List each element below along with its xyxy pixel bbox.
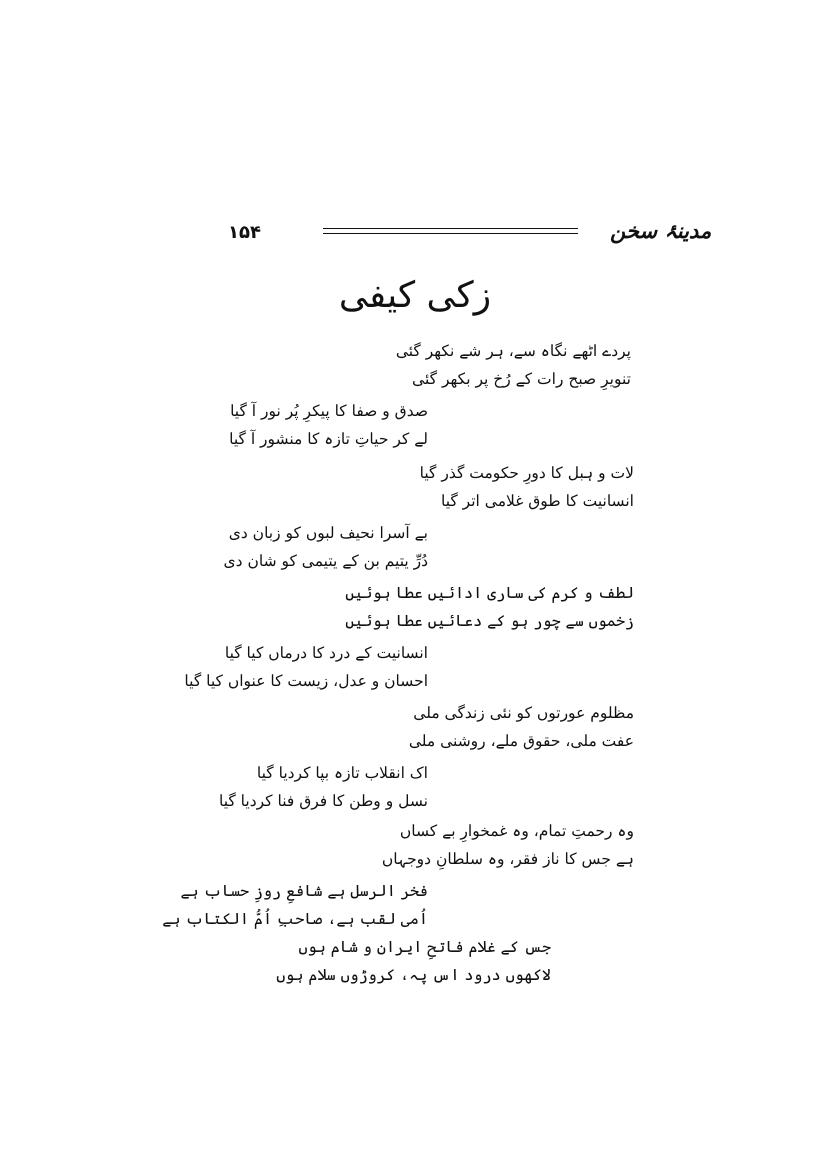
page-number: ۱۵۴	[228, 222, 261, 243]
stanza	[219, 762, 428, 818]
verse-line: انسانیت کے درد کا درماں کیا گیا	[224, 644, 428, 662]
verse-line: نسل و وطن کا فرق فنا کردیا گیا	[218, 792, 428, 810]
verse-line: زخموں سے چور ہو کے دعائیں عطا ہوئیں	[345, 612, 634, 630]
verse-line: اک انقلاب تازہ بپا کردیا گیا	[256, 764, 428, 782]
stanza	[345, 582, 634, 638]
verse-line: عفت ملی، حقوق ملے، روشنی ملی	[408, 732, 634, 750]
verse-line: انسانیت کا طوق غلامی اتر گیا	[440, 492, 634, 510]
header-rule-bottom	[323, 233, 578, 234]
verse-line: بے آسرا نحیف لبوں کو زبان دی	[228, 524, 428, 542]
stanza	[396, 340, 631, 396]
book-title: مدینۂ سخن	[610, 218, 712, 243]
poem-title: زکی کیفی	[338, 275, 492, 316]
verse-line: مظلوم عورتوں کو نئی زندگی ملی	[413, 704, 634, 722]
stanza	[162, 880, 428, 936]
stanza	[184, 642, 428, 698]
verse-line: پردے اٹھے نگاہ سے، ہر شے نکھر گئی	[395, 342, 631, 360]
header-rule-top	[323, 228, 578, 229]
verse-line: لطف و کرم کی ساری ادائیں عطا ہوئیں	[345, 584, 634, 602]
verse-line: صدق و صفا کا پیکرِ پُر نور آ گیا	[230, 402, 428, 420]
stanza	[409, 702, 634, 758]
verse-line: ہے جس کا ناز فقر، وہ سلطانِ دوجہاں	[381, 850, 634, 868]
verse-line: وہ رحمتِ تمام، وہ غمخوارِ بے کساں	[399, 822, 634, 840]
stanza	[224, 522, 429, 578]
verse-line: لے کر حیاتِ تازہ کا منشور آ گیا	[229, 430, 428, 448]
stanza	[276, 936, 551, 992]
verse-line: اُمی لقب ہے، صاحبِ اُمُّ الکتاب ہے	[162, 910, 428, 928]
verse-line: لاکھوں درود اس پہ، کروڑوں سلام ہوں	[276, 966, 551, 984]
verse-line: احسان و عدل، زیست کا عنواں کیا گیا	[184, 672, 428, 690]
verse-line: دُرِّ یتیم بن کے یتیمی کو شان دی	[223, 552, 428, 570]
verse-line: جس کے غلام فاتحِ ایران و شام ہوں	[298, 938, 551, 956]
verse-line: تنویرِ صبح رات کے رُخ پر بکھر گئی	[412, 370, 631, 388]
stanza	[229, 400, 428, 456]
stanza	[420, 462, 634, 518]
verse-line: لات و ہبل کا دورِ حکومت گذر گیا	[419, 464, 634, 482]
stanza	[382, 820, 634, 876]
verse-line: فخر الرسل ہے شافعِ روزِ حساب ہے	[180, 882, 428, 900]
page-header	[0, 212, 826, 252]
